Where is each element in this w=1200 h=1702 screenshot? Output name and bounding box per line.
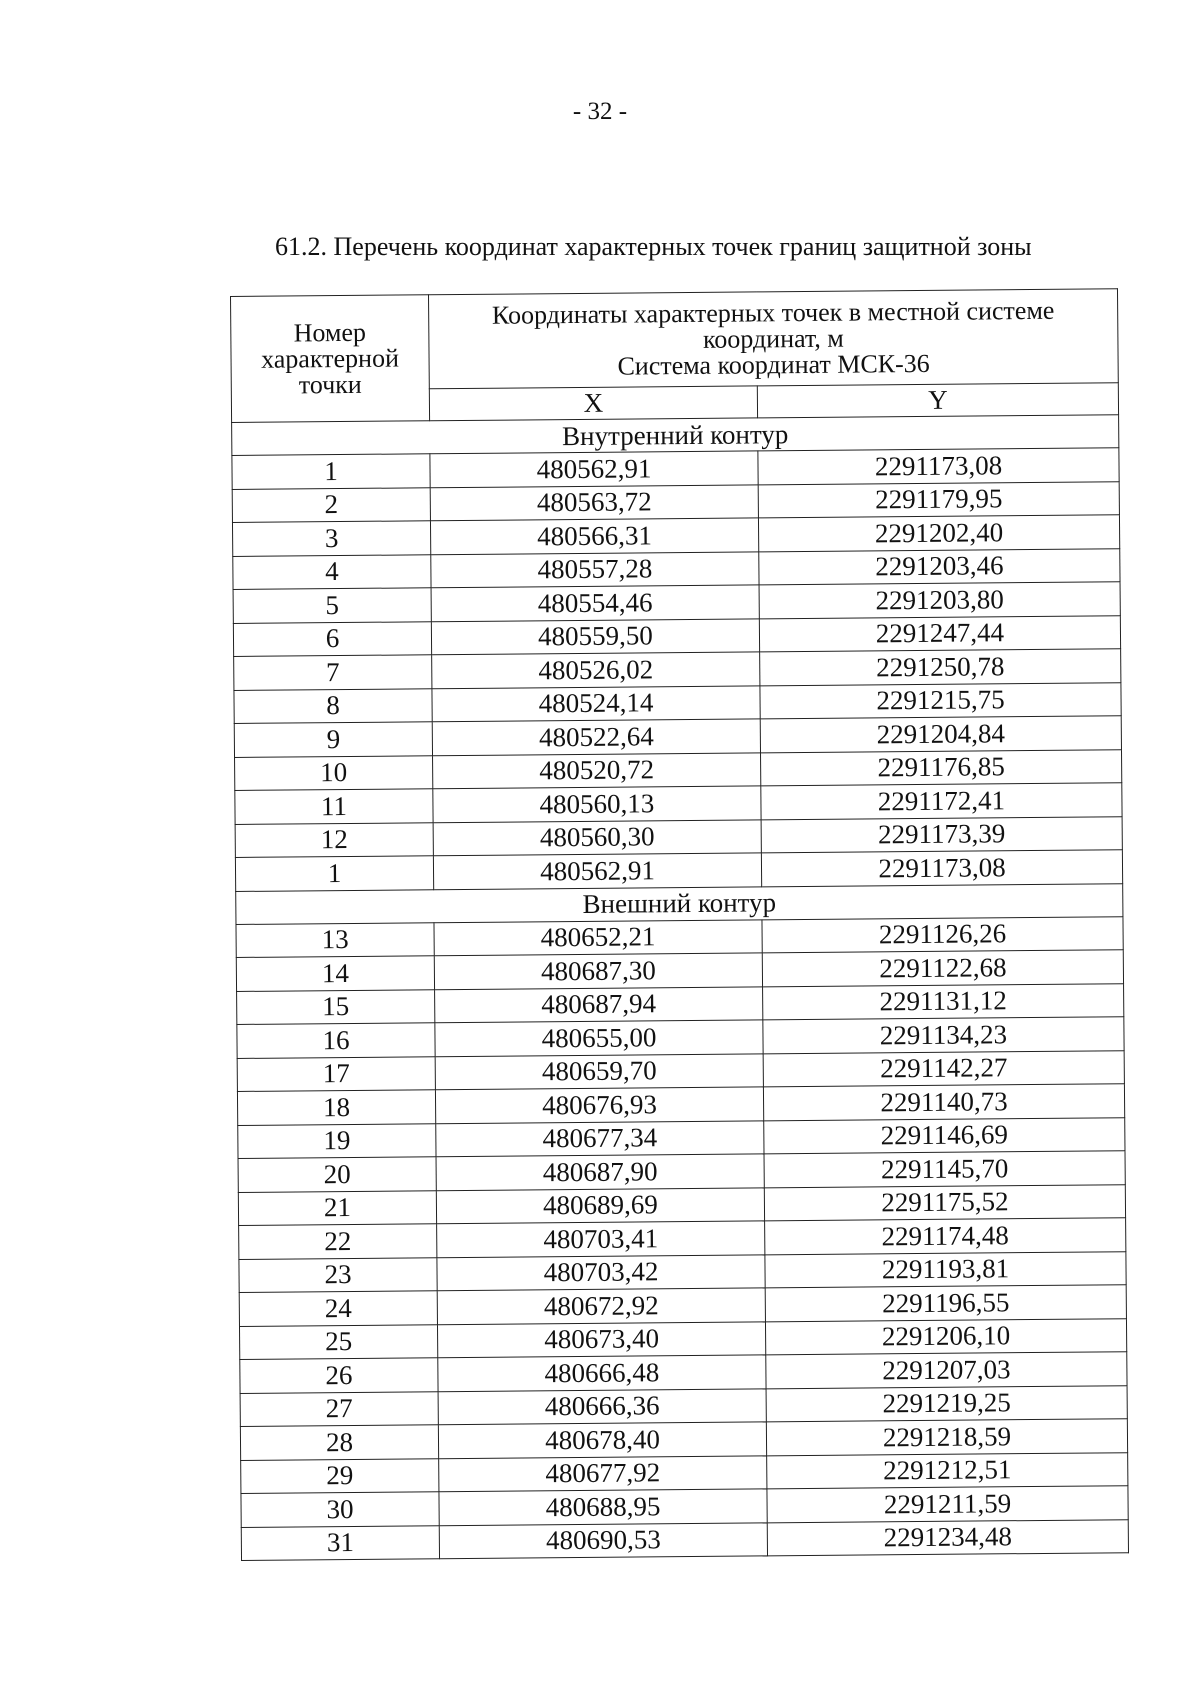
point-number-cell: 27 xyxy=(240,1391,438,1426)
y-coordinate-cell: 2291131,12 xyxy=(763,983,1124,1020)
x-coordinate-cell: 480672,92 xyxy=(437,1288,765,1324)
y-coordinate-cell: 2291193,81 xyxy=(765,1251,1126,1288)
point-number-cell: 5 xyxy=(233,588,431,623)
x-coordinate-cell: 480703,41 xyxy=(437,1221,765,1257)
y-coordinate-cell: 2291196,55 xyxy=(765,1285,1126,1322)
point-number-cell: 29 xyxy=(241,1458,439,1493)
x-coordinate-cell: 480522,64 xyxy=(432,719,760,755)
point-number-cell: 15 xyxy=(237,989,435,1024)
header-coords-line1: Координаты характерных точек в местной системе xyxy=(491,295,1055,330)
section-title-cell: Внешний контур xyxy=(236,883,1123,924)
point-number-cell: 3 xyxy=(232,521,430,556)
point-number-cell: 17 xyxy=(237,1056,435,1091)
x-coordinate-cell: 480678,40 xyxy=(438,1422,766,1458)
x-coordinate-cell: 480557,28 xyxy=(431,551,759,587)
table-row xyxy=(241,1519,1128,1560)
y-coordinate-cell: 2291250,78 xyxy=(760,649,1121,686)
y-coordinate-cell: 2291134,23 xyxy=(763,1017,1124,1054)
y-coordinate-cell: 2291179,95 xyxy=(758,481,1119,518)
y-coordinate-cell: 2291142,27 xyxy=(763,1050,1124,1087)
x-coordinate-cell: 480689,69 xyxy=(436,1187,764,1223)
x-coordinate-cell: 480673,40 xyxy=(437,1321,765,1357)
header-x: X xyxy=(429,386,757,421)
y-coordinate-cell: 2291234,48 xyxy=(767,1519,1128,1556)
x-coordinate-cell: 480524,14 xyxy=(432,685,760,721)
x-coordinate-cell: 480520,72 xyxy=(433,752,761,788)
x-coordinate-cell: 480666,48 xyxy=(438,1355,766,1391)
y-coordinate-cell: 2291206,10 xyxy=(765,1318,1126,1355)
point-number-cell: 26 xyxy=(240,1358,438,1393)
x-coordinate-cell: 480562,91 xyxy=(433,853,761,889)
y-coordinate-cell: 2291122,68 xyxy=(762,950,1123,987)
point-number-cell: 9 xyxy=(234,722,432,757)
x-coordinate-cell: 480677,92 xyxy=(439,1455,767,1491)
point-number-cell: 18 xyxy=(237,1090,435,1125)
x-coordinate-cell: 480560,13 xyxy=(433,786,761,822)
x-coordinate-cell: 480677,34 xyxy=(436,1120,764,1156)
y-coordinate-cell: 2291146,69 xyxy=(764,1117,1125,1154)
x-coordinate-cell: 480526,02 xyxy=(432,652,760,688)
x-coordinate-cell: 480559,50 xyxy=(431,618,759,654)
table-header xyxy=(231,289,1119,423)
point-number-cell: 12 xyxy=(235,822,433,857)
point-number-cell: 21 xyxy=(238,1190,436,1225)
point-number-cell: 7 xyxy=(234,655,432,690)
y-coordinate-cell: 2291211,59 xyxy=(767,1486,1128,1523)
y-coordinate-cell: 2291175,52 xyxy=(764,1184,1125,1221)
y-coordinate-cell: 2291173,08 xyxy=(758,448,1119,485)
point-number-cell: 6 xyxy=(233,621,431,656)
x-coordinate-cell: 480554,46 xyxy=(431,585,759,621)
point-number-cell: 25 xyxy=(239,1324,437,1359)
point-number-cell: 28 xyxy=(240,1425,438,1460)
y-coordinate-cell: 2291215,75 xyxy=(760,682,1121,719)
x-coordinate-cell: 480688,95 xyxy=(439,1489,767,1525)
y-coordinate-cell: 2291212,51 xyxy=(767,1452,1128,1489)
y-coordinate-cell: 2291218,59 xyxy=(766,1419,1127,1456)
point-number-cell: 24 xyxy=(239,1291,437,1326)
x-coordinate-cell: 480563,72 xyxy=(430,484,758,520)
point-number-cell: 16 xyxy=(237,1023,435,1058)
y-coordinate-cell: 2291173,39 xyxy=(761,816,1122,853)
y-coordinate-cell: 2291207,03 xyxy=(766,1352,1127,1389)
x-coordinate-cell: 480659,70 xyxy=(435,1053,763,1089)
page-number: - 32 - xyxy=(572,98,628,125)
y-coordinate-cell: 2291140,73 xyxy=(763,1084,1124,1121)
x-coordinate-cell: 480560,30 xyxy=(433,819,761,855)
x-coordinate-cell: 480687,30 xyxy=(434,953,762,989)
point-number-cell: 14 xyxy=(236,956,434,991)
point-number-cell: 19 xyxy=(238,1123,436,1158)
x-coordinate-cell: 480676,93 xyxy=(435,1087,763,1123)
x-coordinate-cell: 480566,31 xyxy=(430,518,758,554)
x-coordinate-cell: 480687,90 xyxy=(436,1154,764,1190)
point-number-cell: 1 xyxy=(235,856,433,891)
y-coordinate-cell: 2291176,85 xyxy=(761,749,1122,786)
point-number-cell: 8 xyxy=(234,688,432,723)
y-coordinate-cell: 2291172,41 xyxy=(761,783,1122,820)
point-number-cell: 31 xyxy=(241,1525,439,1560)
x-coordinate-cell: 480666,36 xyxy=(438,1388,766,1424)
x-coordinate-cell: 480687,94 xyxy=(435,986,763,1022)
x-coordinate-cell: 480655,00 xyxy=(435,1020,763,1056)
table-body xyxy=(232,415,1129,1561)
point-number-cell: 1 xyxy=(232,454,430,489)
point-number-cell: 13 xyxy=(236,922,434,957)
section-title-cell: Внутренний контур xyxy=(232,415,1119,456)
x-coordinate-cell: 480703,42 xyxy=(437,1254,765,1290)
x-coordinate-cell: 480690,53 xyxy=(439,1522,767,1558)
y-coordinate-cell: 2291203,46 xyxy=(759,548,1120,585)
point-number-cell: 22 xyxy=(239,1224,437,1259)
y-coordinate-cell: 2291173,08 xyxy=(761,850,1122,887)
y-coordinate-cell: 2291204,84 xyxy=(760,716,1121,753)
point-number-cell: 4 xyxy=(233,554,431,589)
y-coordinate-cell: 2291247,44 xyxy=(759,615,1120,652)
x-coordinate-cell: 480652,21 xyxy=(434,919,762,955)
header-point-number: Номер характерной точки xyxy=(231,295,430,423)
coordinates-table xyxy=(230,288,1129,1561)
point-number-cell: 20 xyxy=(238,1157,436,1192)
header-y: Y xyxy=(757,383,1118,418)
y-coordinate-cell: 2291219,25 xyxy=(766,1385,1127,1422)
y-coordinate-cell: 2291202,40 xyxy=(758,515,1119,552)
header-coordinates xyxy=(428,289,1118,389)
y-coordinate-cell: 2291126,26 xyxy=(762,916,1123,953)
y-coordinate-cell: 2291203,80 xyxy=(759,582,1120,619)
point-number-cell: 11 xyxy=(235,789,433,824)
point-number-cell: 30 xyxy=(241,1492,439,1527)
section-title: 61.2. Перечень координат характерных точек границ защитной зоны xyxy=(275,232,1032,261)
header-coords-line3: Система координат МСК-36 xyxy=(617,348,930,381)
header-coords-line2: координат, м xyxy=(702,323,844,354)
point-number-cell: 10 xyxy=(235,755,433,790)
x-coordinate-cell: 480562,91 xyxy=(430,451,758,487)
point-number-cell: 23 xyxy=(239,1257,437,1292)
y-coordinate-cell: 2291145,70 xyxy=(764,1151,1125,1188)
point-number-cell: 2 xyxy=(232,487,430,522)
y-coordinate-cell: 2291174,48 xyxy=(765,1218,1126,1255)
